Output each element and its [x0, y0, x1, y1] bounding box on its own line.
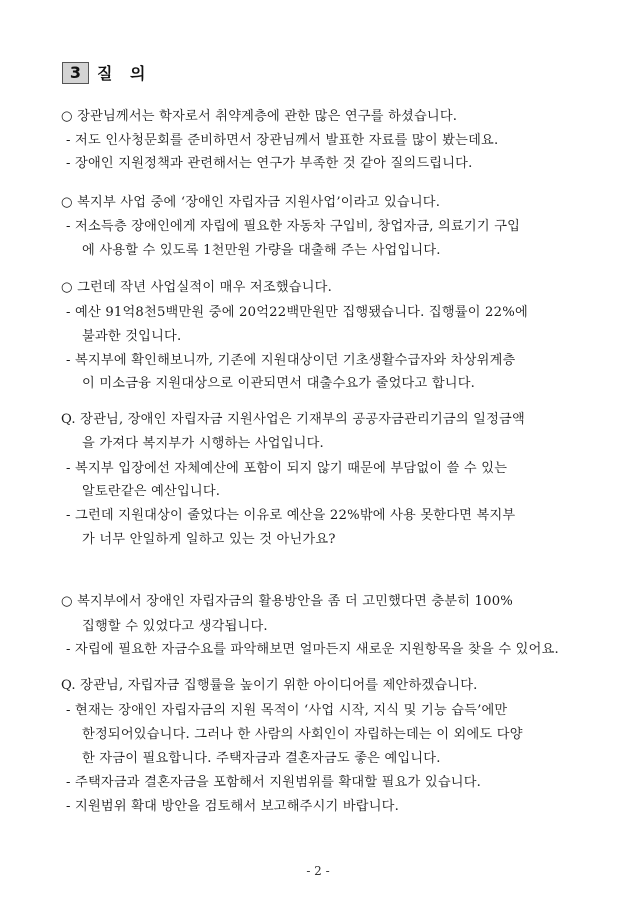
dash-line: - 주택자금과 결혼자금을 포함해서 지원범위를 확대할 필요가 있습니다.	[66, 775, 482, 790]
continuation-line: 한 자금이 필요합니다. 주택자금과 결혼자금도 좋은 예입니다.	[82, 751, 441, 766]
dash-line: - 복지부 입장에선 자체예산에 포함이 되지 않기 때문에 부담없이 쓸 수 있는	[66, 461, 508, 476]
continuation-line: 을 가져다 복지부가 시행하는 사업입니다.	[82, 436, 324, 451]
dash-line: - 예산 91억8천5백만원 중에 20억22백만원만 집행됐습니다. 집행률이 22%에	[66, 305, 528, 320]
bullet-line: ○ 장관님께서는 학자로서 취약계층에 관한 많은 연구를 하셨습니다.	[61, 109, 458, 124]
page-number: - 2 -	[306, 864, 330, 878]
continuation-line: 집행할 수 있었다고 생각됩니다.	[82, 619, 268, 634]
question-line: Q. 장관님, 자립자금 집행률을 높이기 위한 아이디어를 제안하겠습니다.	[61, 678, 478, 693]
dash-line: - 자립에 필요한 자금수요를 파악해보면 얼마든지 새로운 지원항목을 찾을 수 있어요.	[66, 642, 559, 657]
section-title: 질 의	[97, 64, 152, 83]
dash-line: - 장애인 지원정책과 관련해서는 연구가 부족한 것 같아 질의드립니다.	[66, 156, 473, 171]
dash-line: - 저도 인사청문회를 준비하면서 장관님께서 발표한 자료를 많이 봤는데요.	[66, 133, 499, 148]
section-heading	[62, 61, 151, 84]
continuation-line: 가 너무 안일하게 일하고 있는 것 아닌가요?	[82, 532, 336, 547]
continuation-line: 불과한 것입니다.	[82, 329, 182, 344]
bullet-line: ○ 복지부 사업 중에 ‘장애인 자립자금 지원사업’이라고 있습니다.	[61, 195, 441, 210]
continuation-line: 이 미소금융 지원대상으로 이관되면서 대출수요가 줄었다고 합니다.	[82, 376, 476, 391]
continuation-line: 알토란같은 예산입니다.	[82, 484, 221, 499]
section-number-box: 3	[62, 62, 89, 84]
dash-line: - 저소득층 장애인에게 자립에 필요한 자동차 구입비, 창업자금, 의료기기 구입	[66, 219, 521, 234]
bullet-line: ○ 그런데 작년 사업실적이 매우 저조했습니다.	[61, 280, 332, 295]
question-line: Q. 장관님, 장애인 자립자금 지원사업은 기재부의 공공자금관리기금의 일정금액	[61, 412, 525, 427]
dash-line: - 복지부에 확인해보니까, 기존에 지원대상이던 기초생활수급자와 차상위계층	[66, 353, 516, 368]
bullet-line: ○ 복지부에서 장애인 자립자금의 활용방안을 좀 더 고민했다면 충분히 100%	[61, 594, 514, 609]
continuation-line: 에 사용할 수 있도록 1천만원 가량을 대출해 주는 사업입니다.	[82, 243, 441, 258]
dash-line: - 그런데 지원대상이 줄었다는 이유로 예산을 22%밖에 사용 못한다면 복지부	[66, 508, 516, 523]
continuation-line: 한정되어있습니다. 그러나 한 사람의 사회인이 자립하는데는 이 외에도 다양	[82, 727, 523, 742]
dash-line: - 현재는 장애인 자립자금의 지원 목적이 ‘사업 시작, 지식 및 기능 습득’에만	[66, 703, 508, 718]
dash-line: - 지원범위 확대 방안을 검토해서 보고해주시기 바랍니다.	[66, 799, 399, 814]
